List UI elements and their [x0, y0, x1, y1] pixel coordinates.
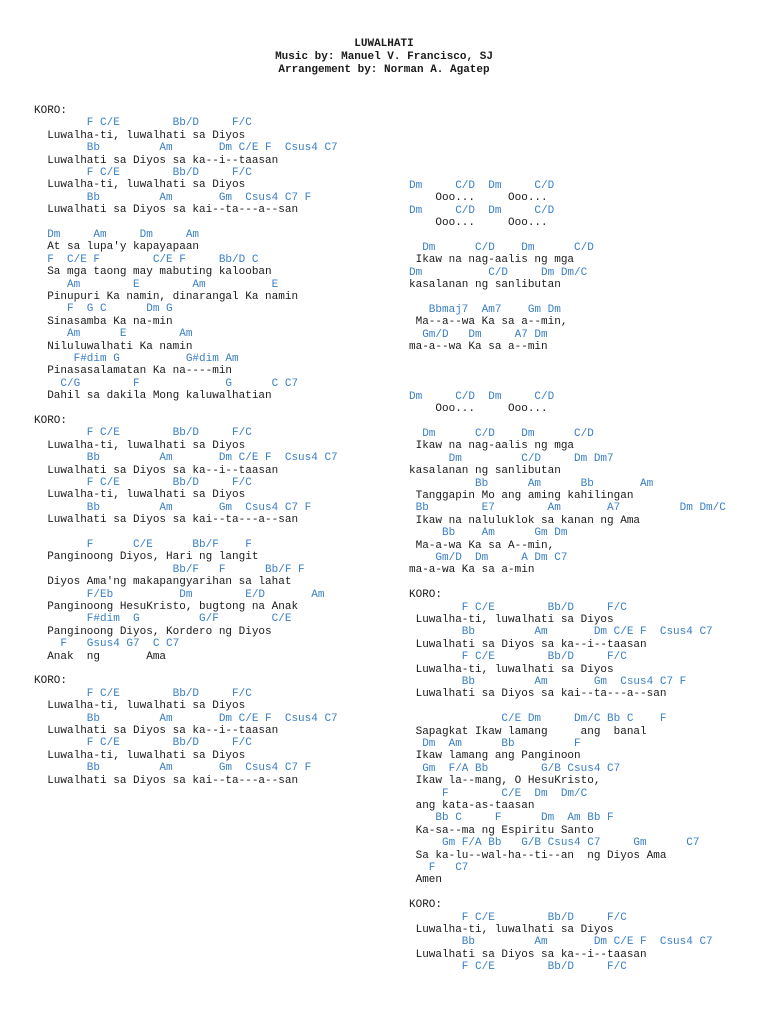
lyric-line: Diyos Ama'ng makapangyarihan sa lahat	[34, 576, 292, 589]
chord-line: F G C Dm G	[34, 303, 173, 316]
chord-line: F#dim G G/F C/E	[34, 613, 292, 626]
lyric-line: Tanggapin Mo ang aming kahilingan	[409, 490, 634, 502]
chord-line: Bb Am Gm Csus4 C7 F	[34, 762, 312, 775]
chord-line: F C/E Dm Dm/C	[409, 787, 588, 800]
chord-line: Bb Am Gm Csus4 C7 F	[34, 501, 312, 514]
lyric-line: Luwalha-ti, luwalhati sa Diyos	[409, 614, 614, 626]
chord-line: Gm/D Dm A7 Dm	[409, 328, 548, 341]
lyric-line: Luwalhati sa Diyos sa ka--i--taasan	[34, 154, 279, 167]
lyric-line: Ikaw lamang ang Panginoon	[409, 750, 581, 763]
chord-line: F C/E Bb/D F/C	[34, 117, 252, 130]
chord-line: Dm C/D Dm Dm/C	[409, 266, 588, 279]
lyric-line: Panginoong Diyos, Hari ng langit	[34, 551, 259, 564]
lyric-line: Ikaw na nag-aalis ng mga	[409, 254, 575, 267]
section-label: KORO:	[34, 415, 68, 427]
lyric-line: Luwalhati sa Diyos sa ka--i--taasan	[409, 948, 647, 961]
lyric-line: Luwalha-ti, luwalhati sa Diyos	[34, 700, 246, 713]
chord-line: Bb Am Dm C/E F Csus4 C7	[409, 626, 713, 639]
lyric-line: Luwalha-ti, luwalhati sa Diyos	[34, 129, 246, 142]
music-credit: Music by: Manuel V. Francisco, SJ	[275, 51, 493, 63]
chord-line: Bb Am Bb Am	[409, 477, 654, 490]
chord-line: Dm C/D Dm C/D	[409, 180, 555, 192]
lyric-line: Luwalha-ti, luwalhati sa Diyos	[409, 924, 614, 936]
chord-line: F C/E Bb/D F/C	[34, 477, 252, 489]
lyric-line: Panginoong Diyos, Kordero ng Diyos	[34, 625, 272, 638]
chord-line: Am E Am E	[34, 278, 279, 291]
lyric-line: Luwalhati sa Diyos sa ka--i--taasan	[409, 638, 647, 651]
chord-line: Bb Am Dm C/E F Csus4 C7	[34, 452, 338, 465]
lyric-line: Panginoong HesuKristo, bugtong na Anak	[34, 601, 299, 613]
song-title: LUWALHATI	[354, 38, 414, 50]
lyric-line: kasalanan ng sanlibutan	[409, 279, 561, 292]
lyric-line: kasalanan ng sanlibutan	[409, 465, 561, 478]
chord-line: F C/E Bb/F F	[34, 539, 252, 551]
lyric-line: Ikaw la--mang, O HesuKristo,	[409, 775, 601, 788]
lyric-line: Luwalhati sa Diyos sa ka--i--taasan	[34, 725, 279, 737]
lyric-line: Amen	[409, 874, 443, 887]
chord-line: F C/E Bb/D F/C	[34, 687, 252, 700]
chord-line: F C7	[409, 862, 469, 874]
lyric-line: Luwalhati sa Diyos sa kai--ta---a--san	[34, 514, 299, 527]
lyric-line: Ooo... Ooo...	[409, 217, 548, 230]
section-label: KORO:	[409, 589, 443, 602]
chord-line: F C/E Bb/D F/C	[34, 167, 252, 179]
chord-line: F C/E Bb/D F/C	[409, 911, 627, 924]
lyric-line: Ma-a-wa Ka sa A--min,	[409, 539, 555, 552]
chord-line: Gm/D Dm A Dm C7	[409, 552, 568, 564]
chord-line: Bb Am Dm C/E F Csus4 C7	[34, 712, 338, 725]
lyric-line: Ooo... Ooo...	[409, 403, 548, 416]
chord-line: Am E Am	[34, 328, 193, 341]
lyric-line: Sa mga taong may mabuting kalooban	[34, 266, 272, 279]
lyric-line: Luwalha-ti, luwalhati sa Diyos	[34, 179, 246, 192]
lyric-line: ma-a--wa Ka sa a--min	[409, 341, 548, 354]
lyric-line: Luwalhati sa Diyos sa ka--i--taasan	[34, 464, 279, 477]
chord-line: Bb Am Gm Csus4 C7 F	[34, 191, 312, 204]
lyric-line: Ikaw na nag-aalis ng mga	[409, 440, 575, 453]
lyric-line: At sa lupa'y kapayapaan	[34, 241, 200, 254]
chord-line: F Gsus4 G7 C C7	[34, 638, 180, 651]
lyric-line: Luwalha-ti, luwalhati sa Diyos	[409, 663, 614, 676]
chord-line: Dm C/D Dm C/D	[409, 428, 594, 440]
chord-line: Dm C/D Dm Dm7	[409, 452, 614, 465]
lyric-line: Pinasasalamatan Ka na----min	[34, 365, 233, 378]
chord-line: Gm F/A Bb G/B Csus4 C7	[409, 762, 621, 775]
lyric-line: ang kata-as-taasan	[409, 800, 535, 812]
chord-line: Dm Am Dm Am	[34, 229, 200, 241]
chord-line: Bb Am Gm Dm	[409, 527, 568, 540]
arrangement-credit: Arrangement by: Norman A. Agatep	[278, 64, 490, 76]
chord-line: C/G F G C C7	[34, 377, 299, 390]
lyric-line: ma-a-wa Ka sa a-min	[409, 564, 535, 577]
chord-line: F#dim G G#dim Am	[34, 353, 239, 365]
chord-line: F C/E Bb/D F/C	[409, 961, 627, 974]
chord-line: Dm Am Bb F	[409, 738, 581, 750]
chord-line: F C/E Bb/D F/C	[34, 427, 252, 440]
chord-line: Bb/F F Bb/F F	[34, 563, 305, 576]
section-label: KORO:	[409, 899, 443, 912]
chord-line: Bb C F Dm Am Bb F	[409, 812, 614, 825]
section-label: KORO:	[34, 105, 68, 117]
chord-line: C/E Dm Dm/C Bb C F	[409, 713, 667, 726]
lyric-line: Ma--a--wa Ka sa a--min,	[409, 316, 568, 329]
lyric-line: Luwalha-ti, luwalhati sa Diyos	[34, 489, 246, 502]
section-label: KORO:	[34, 675, 68, 688]
lyric-line: Luwalhati sa Diyos sa kai--ta---a--san	[34, 774, 299, 787]
chord-line: Gm F/A Bb G/B Csus4 C7 Gm C7	[409, 837, 700, 850]
chord-line: Bb E7 Am A7 Dm Dm/C	[409, 502, 726, 515]
lyric-line: Ikaw na naluluklok sa kanan ng Ama	[409, 514, 641, 527]
lyric-line: Ka-sa--ma ng Espiritu Santo	[409, 824, 594, 837]
lyric-line: Niluluwalhati Ka namin	[34, 340, 193, 353]
lyric-line: Pinupuri Ka namin, dinarangal Ka namin	[34, 291, 299, 303]
chord-line: Dm C/D Dm C/D	[409, 390, 555, 403]
lyric-line: Luwalhati sa Diyos sa kai--ta---a--san	[34, 204, 299, 217]
lyric-line: Sapagkat Ikaw lamang ang banal	[409, 725, 647, 738]
lyric-line: Sinasamba Ka na-min	[34, 315, 173, 328]
lyric-line: Ooo... Ooo...	[409, 192, 548, 205]
lyric-line: Luwalha-ti, luwalhati sa Diyos	[34, 439, 246, 452]
chord-line: F C/E Bb/D F/C	[34, 737, 252, 750]
lyric-line: Sa ka-lu--wal-ha--ti--an ng Diyos Ama	[409, 849, 667, 862]
chord-line: Bb Am Dm C/E F Csus4 C7	[409, 936, 713, 949]
chord-line: Dm C/D Dm C/D	[409, 242, 594, 254]
chord-line: Dm C/D Dm C/D	[409, 204, 555, 217]
lyric-line: Luwalha-ti, luwalhati sa Diyos	[34, 749, 246, 762]
chord-line: F C/E F C/E F Bb/D C	[34, 253, 259, 266]
song-header	[0, 38, 768, 77]
lyric-line: Dahil sa dakila Mong kaluwalhatian	[34, 390, 272, 403]
chord-line: Bb Am Gm Csus4 C7 F	[409, 676, 687, 688]
chord-line: Bbmaj7 Am7 Gm Dm	[409, 304, 561, 316]
chord-line: Bb Am Dm C/E F Csus4 C7	[34, 142, 338, 155]
lyric-line: Anak ng Ama	[34, 650, 167, 663]
chord-line: F C/E Bb/D F/C	[409, 601, 627, 614]
chord-line: F/Eb Dm E/D Am	[34, 588, 325, 601]
chord-line: F C/E Bb/D F/C	[409, 651, 627, 664]
lyric-line: Luwalhati sa Diyos sa kai--ta---a--san	[409, 688, 667, 701]
